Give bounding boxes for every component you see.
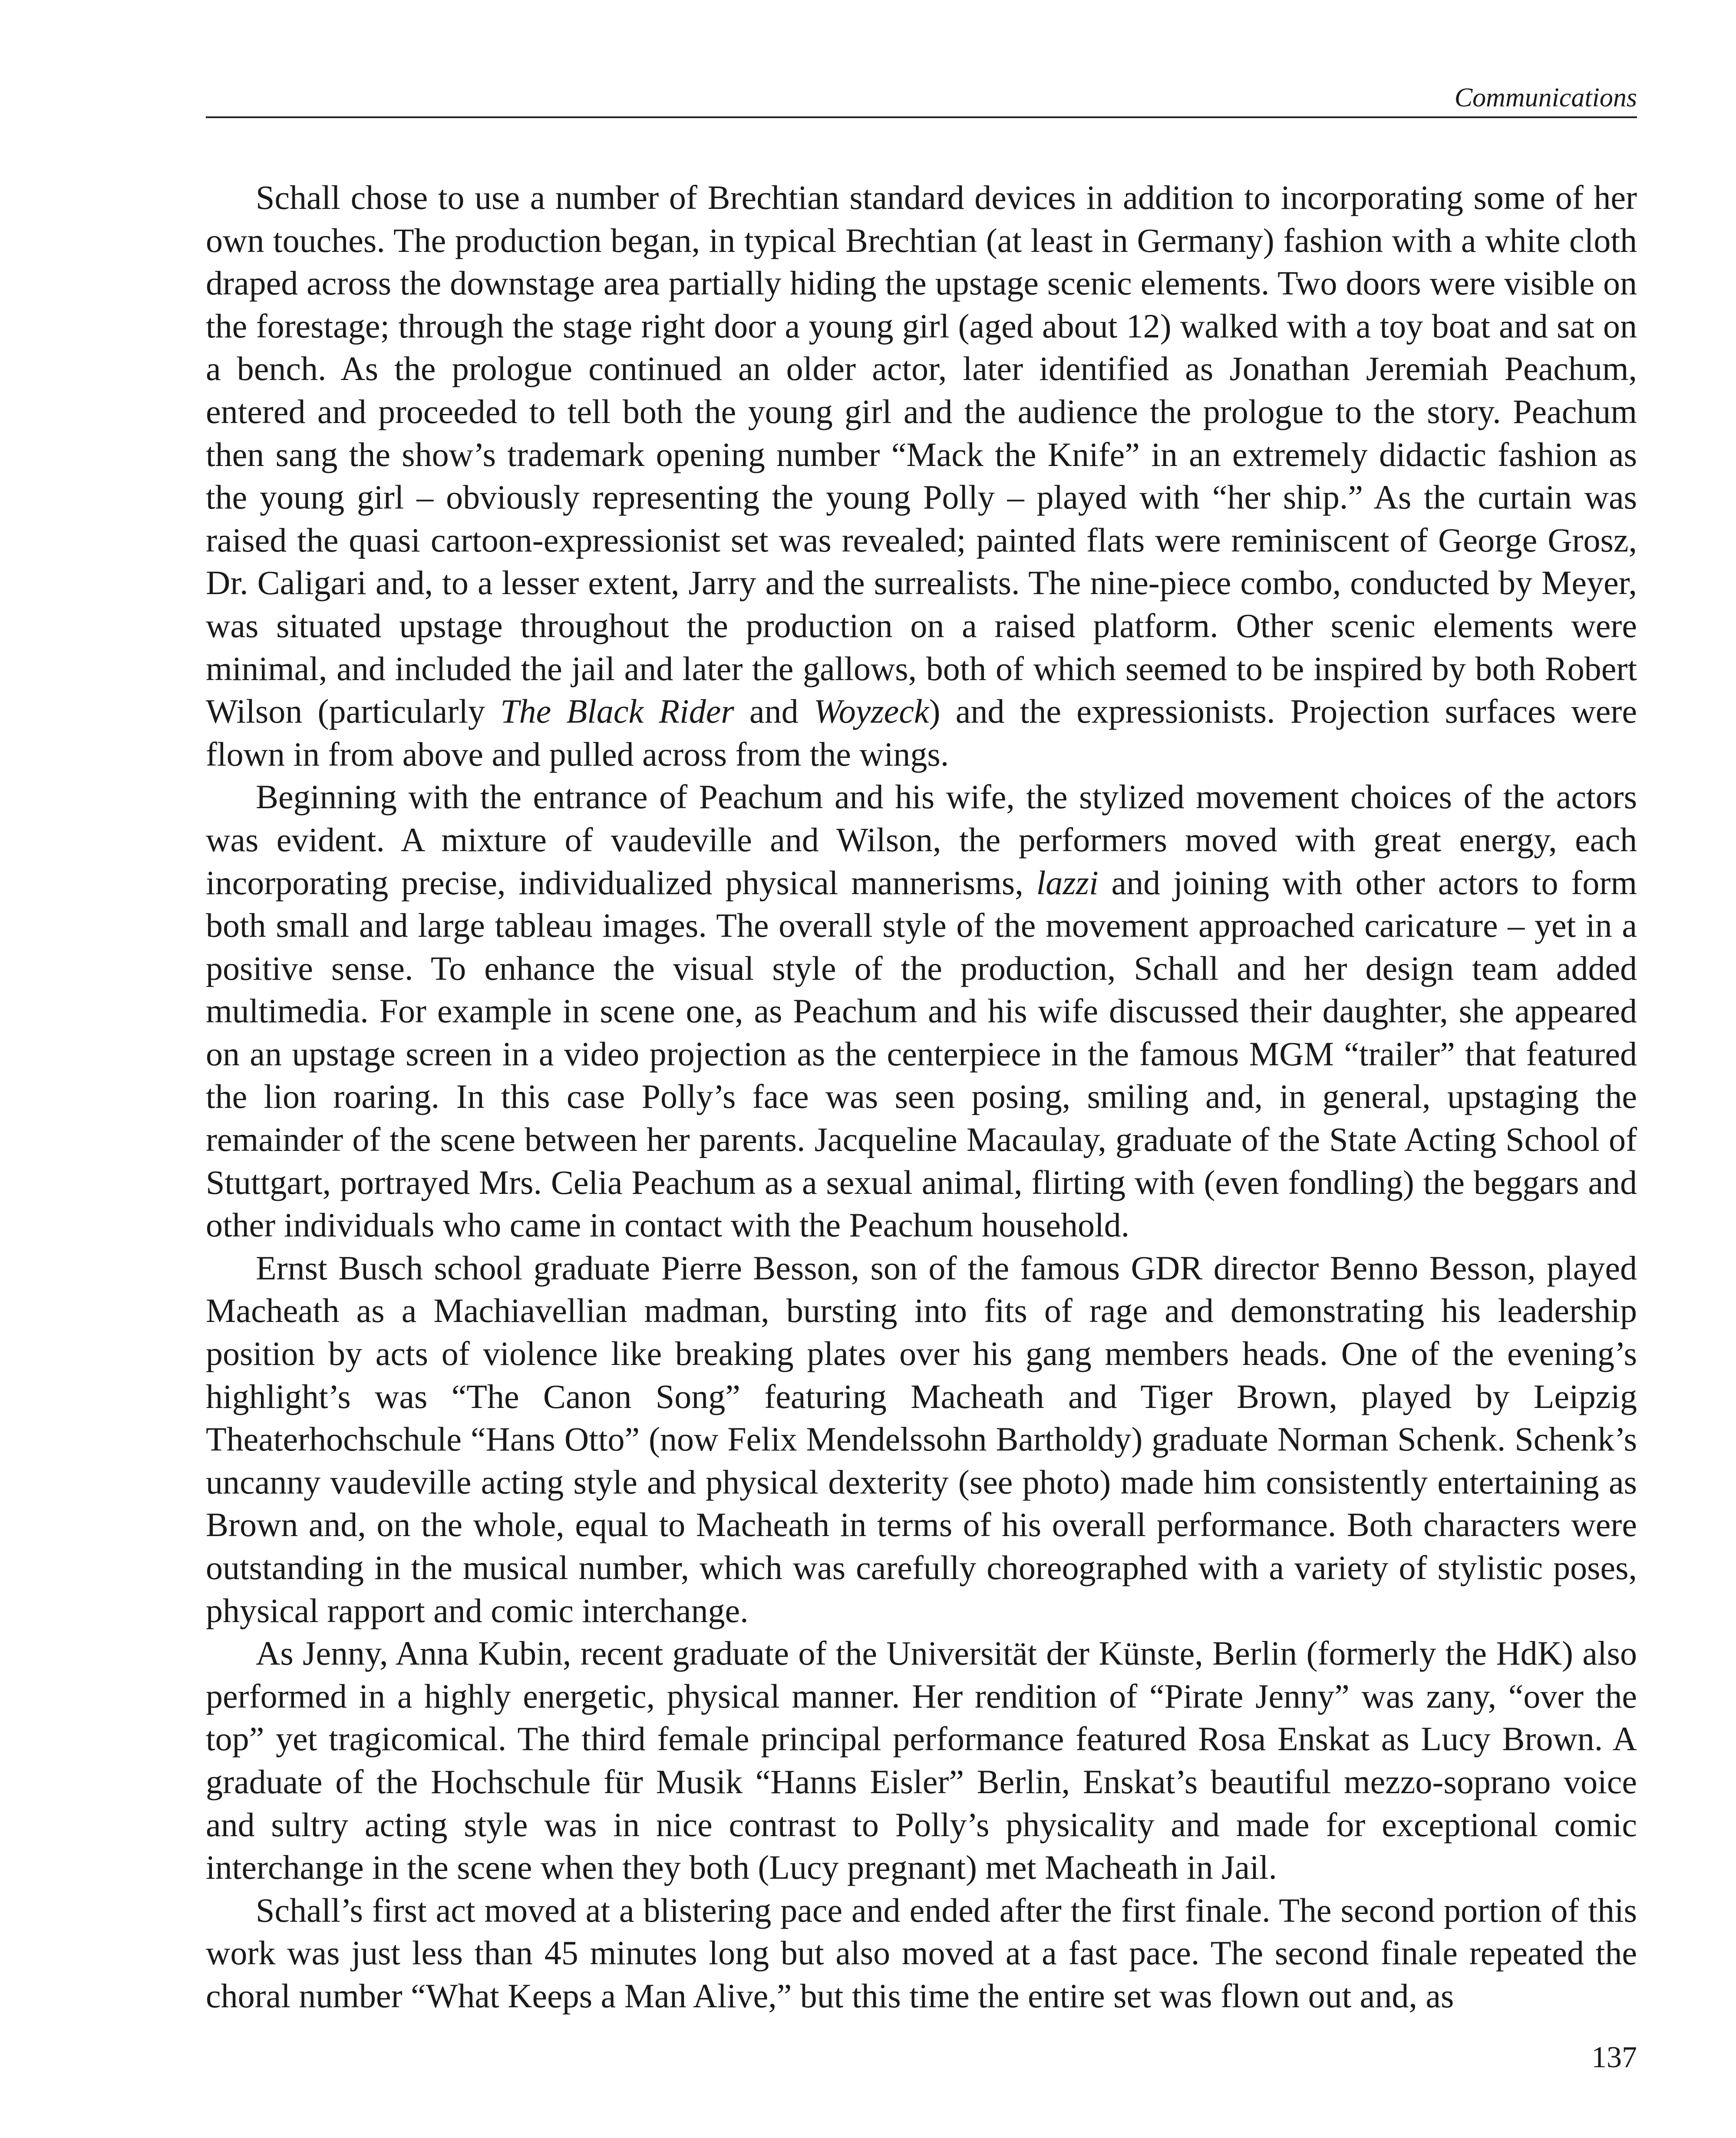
paragraph-3: Ernst Busch school graduate Pierre Besson, son of the famous GDR director Benno Besson, played Macheath as a Machiavellian madman, bursting into fits of rage and demonstrating his leadership position by acts of violence like breaking plates over his gang members heads. One of the evening’s highlight’s was “The Canon Song” featuring Macheath and Tiger Brown, played by Leipzig Theaterhochschule “Hans Otto” (now Felix Mendelssohn Bartholdy) graduate Norman Schenk. Schenk’s uncanny vaudeville acting style and physical dexterity (see photo) made him consistently entertaining as Brown and, on the whole, equal to Macheath in terms of his overall performance. Both characters were outstanding in the musical number, which was carefully choreographed with a variety of stylistic poses, physical rapport and comic interchange. [206,1249,1637,1629]
paragraph-1 [206,176,1637,776]
paragraph-2-text-b: and joining with other actors to form both small and large tableau images. The overall style of the movement approached caricature – yet in a positive sense. To enhance the visual style of the production, Schall and her design team added multimedia. For example in scene one, as Peachum and his wife discussed their daughter, she appeared on an upstage screen in a video projection as the centerpiece in the famous MGM “trailer” that featured the lion roaring. In this case Polly’s face was seen posing, smiling and, in general, upstaging the remainder of the scene between her parents. Jacqueline Macaulay, graduate of the State Acting School of Stuttgart, portrayed Mrs. Celia Peachum as a sexual animal, flirting with (even fondling) the beggars and other individuals who came in contact with the Peachum household. [206,863,1637,1244]
page-number: 137 [1591,2041,1637,2074]
title-the-black-rider: The Black Rider [500,692,734,730]
article-body [206,176,1637,2018]
paragraph-5: Schall’s first act moved at a blistering pace and ended after the first finale. The second portion of this work was just less than 45 minutes long but also moved at a fast pace. The second finale repeated the choral number “What Keeps a Man Alive,” but this time the entire set was flown out and, as [206,1891,1637,2015]
paragraph-2 [206,776,1637,1247]
running-head: Communications [1454,83,1637,112]
paragraph-1-text-a: Schall chose to use a number of Brechtian standard devices in addition to incorporating some of her own touches. The production began, in typical Brechtian (at least in Germany) fashion with a white cloth draped across the downstage area partially hiding the upstage scenic elements. Two doors were visible on the forestage; through the stage right door a young girl (aged about 12) walked with a toy boat and sat on a bench. As the prologue continued an older actor, later identified as Jonathan Jeremiah Peachum, entered and proceeded to tell both the young girl and the audience the prologue to the story. Peachum then sang the show’s trademark opening number “Mack the Knife” in an extremely didactic fashion as the young girl – obviously representing the young Polly – played with “her ship.” As the curtain was raised the quasi cartoon-expressionist set was revealed; painted flats were reminiscent of George Grosz, Dr. Caligari and, to a lesser extent, Jarry and the surrealists. The nine-piece combo, conducted by Meyer, was situated upstage throughout the production on a raised platform. Other scenic elements were minimal, and included the jail and later the gallows, both of which seemed to be inspired by both Robert Wilson (particularly [206,178,1637,730]
paragraph-1-text-b: and [734,692,814,730]
paragraph-2-text-a: Beginning with the entrance of Peachum and his wife, the stylized movement choices of the actors was evident. A mixture of vaudeville and Wilson, the performers moved with great energy, each incorporating precise, individualized physical mannerisms, [206,778,1637,902]
paragraph-1-text-c: ) and the expressionists. Projection surfaces were flown in from above and pulled across from the wings. [206,692,1637,773]
paragraph-4: As Jenny, Anna Kubin, recent graduate of the Universität der Künste, Berlin (formerly the HdK) also performed in a highly energetic, physical manner. Her rendition of “Pirate Jenny” was zany, “over the top” yet tragicomical. The third female principal performance featured Rosa Enskat as Lucy Brown. A graduate of the Hochschule für Musik “Hanns Eisler” Berlin, Enskat’s beautiful mezzo-soprano voice and sultry acting style was in nice contrast to Polly’s physicality and made for exceptional comic interchange in the scene when they both (Lucy pregnant) met Macheath in Jail. [206,1634,1637,1887]
header-rule [206,116,1637,118]
title-woyzeck: Woyzeck [813,692,929,730]
term-lazzi: lazzi [1036,863,1099,902]
